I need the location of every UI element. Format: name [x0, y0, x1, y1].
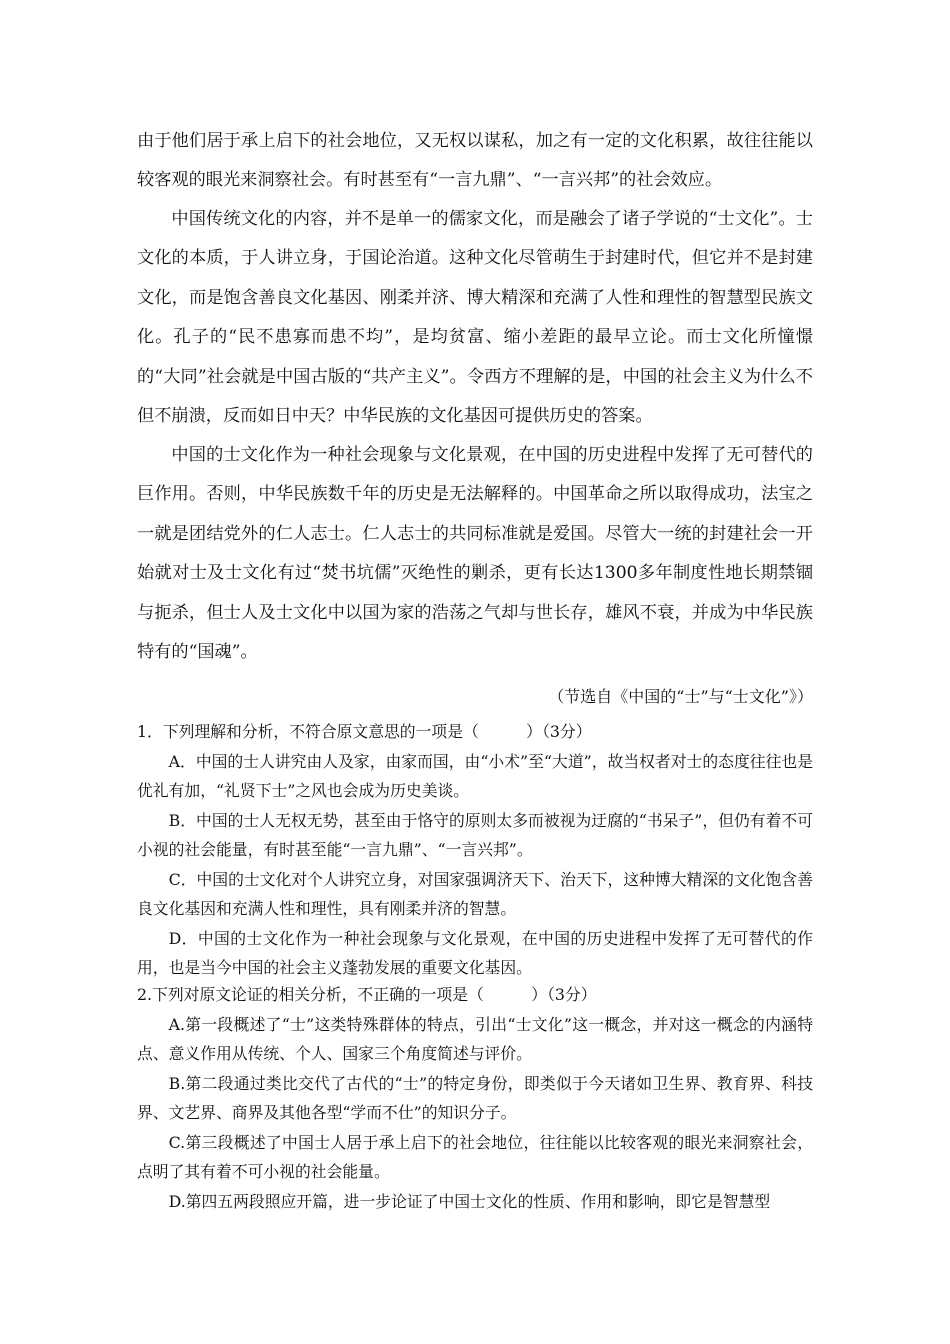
passage-paragraph-1-continued: 由于他们居于承上启下的社会地位，又无权以谋私，加之有一定的文化积累，故往往能以较客观的眼光来洞察社会。有时甚至有“一言九鼎”、“一言兴邦”的社会效应。 — [137, 131, 813, 191]
question-1-option-c: C．中国的士文化对个人讲究立身，对国家强调济天下、治天下，这种博大精深的文化饱含善良文化基因和充满人性和理性，具有刚柔并济的智慧。 — [137, 869, 813, 918]
question-2-option-c: C.第三段概述了中国士人居于承上启下的社会地位，往往能以比较客观的眼光来洞察社会，点明了其有着不可小视的社会能量。 — [137, 1132, 813, 1181]
question-1-option-a: A．中国的士人讲究由人及家，由家而国，由“小术”至“大道”，故当权者对士的态度往往也是优礼有加，“礼贤下士”之风也会成为历史美谈。 — [137, 751, 813, 800]
question-1-option-d: D．中国的士文化作为一种社会现象与文化景观，在中国的历史进程中发挥了无可替代的作用，也是当今中国的社会主义蓬勃发展的重要文化基因。 — [137, 928, 813, 977]
question-1 — [137, 717, 813, 983]
question-1-option-b: B．中国的士人无权无势，甚至由于恪守的原则太多而被视为迂腐的“书呆子”，但仍有着不可小视的社会能量，有时甚至能“一言九鼎”、“一言兴邦”。 — [137, 810, 813, 859]
question-2-option-b: B.第二段通过类比交代了古代的“士”的特定身份，即类似于今天诸如卫生界、教育界、科技界、文艺界、商界及其他各型“学而不仕”的知识分子。 — [137, 1073, 813, 1122]
passage-source: （节选自《中国的“士”与“士文化”》） — [548, 687, 813, 706]
question-1-stem: 1．下列理解和分析，不符合原文意思的一项是（ ）（3分） — [137, 722, 592, 741]
passage-paragraph-3: 中国的士文化作为一种社会现象与文化景观，在中国的历史进程中发挥了无可替代的巨作用。否则，中华民族数千年的历史是无法解释的。中国革命之所以取得成功，法宝之一就是团结党外的仁人志士。仁人志士的共同标准就是爱国。尽管大一统的封建社会一开始就对士及士文化有过“焚书坑儒”灭绝性的剿杀，更有长达1300多年制度性地长期禁锢与扼杀，但士人及士文化中以国为家的浩荡之气却与世长存，雄风不衰，并成为中华民族特有的“国魂”。 — [137, 445, 813, 663]
question-2-option-d: D.第四五两段照应开篇，进一步论证了中国士文化的性质、作用和影响，即它是智慧型 — [168, 1191, 771, 1211]
question-2-stem: 2.下列对原文论证的相关分析，不正确的一项是（ ）（3分） — [137, 985, 597, 1004]
question-2 — [137, 980, 813, 1216]
passage-paragraph-2: 中国传统文化的内容，并不是单一的儒家文化，而是融会了诸子学说的“士文化”。士文化的本质，于人讲立身，于国论治道。这种文化尽管萌生于封建时代，但它并不是封建文化，而是饱含善良文化基因、刚柔并济、博大精深和充满了人性和理性的智慧型民族文化。孔子的“民不患寡而患不均”，是均贫富、缩小差距的最早立论。而士文化所憧憬的“大同”社会就是中国古版的“共产主义”。令西方不理解的是，中国的社会主义为什么不但不崩溃，反而如日中天？中华民族的文化基因可提供历史的答案。 — [137, 209, 813, 427]
question-2-option-a: A.第一段概述了“士”这类特殊群体的特点，引出“士文化”这一概念，并对这一概念的内涵特点、意义作用从传统、个人、国家三个角度简述与评价。 — [137, 1014, 813, 1063]
